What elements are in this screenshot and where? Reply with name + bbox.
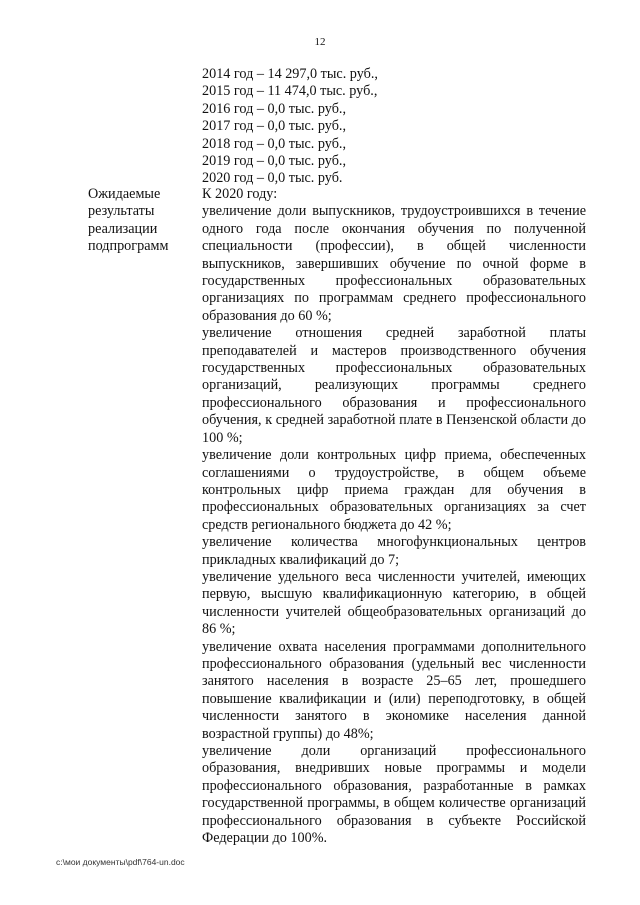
funding-by-year <box>202 66 562 188</box>
funding-line: 2018 год – 0,0 тыс. руб., <box>202 135 347 152</box>
funding-line: 2014 год – 14 297,0 тыс. руб., <box>202 66 378 82</box>
funding-line: 2020 год – 0,0 тыс. руб. <box>202 170 343 187</box>
funding-line: 2017 год – 0,0 тыс. руб., <box>202 118 347 135</box>
result-item: увеличение количества многофункциональных центров прикладных квалификаций до 7; <box>202 534 586 568</box>
funding-line: 2016 год – 0,0 тыс. руб., <box>202 100 347 117</box>
file-path-footer: c:\мои документы\pdf\764-un.doc <box>56 857 185 867</box>
result-item: увеличение охвата населения программами дополнительного профессионального образования (удельный вес численности занятого населения в возрасте 25–65 лет, прошедшего повышение квалификации и (или) переподготовку, в общей численности занятого в экономике населения данной возрастной группы) до 48%; <box>202 638 586 742</box>
result-item: увеличение доли выпускников, трудоустроившихся в течение одного года после окончания обучения по полученной специальности (профессии), в общей численности выпускников, завершивших обучение по очной форме в государственных профессиональных образовательных организациях по программам среднего профессионального образования до 60 %; <box>202 203 586 324</box>
result-item: увеличение доли контрольных цифр приема, обеспеченных соглашениями о трудоустройстве, в общем объеме контрольных цифр приема граждан для обучения в профессиональных образовательных организациях за счет средств регионального бюджета до 42 %; <box>202 447 586 533</box>
result-item: увеличение доли организаций профессионального образования, внедривших новые программы и модели профессионального образования, разработанные в рамках государственной программы, в общем количестве организаций профессионального образования в субъекте Российской Федерации до 100%. <box>202 743 586 847</box>
results-heading: К 2020 году: <box>202 186 278 202</box>
result-item: увеличение отношения средней заработной платы преподавателей и мастеров производственного обучения государственных профессиональных образовательных организаций, реализующих программы среднего профессионального образования и профессионального обучения, к средней заработной плате в Пензенской области до 100 %; <box>202 325 586 446</box>
result-item: увеличение удельного веса численности учителей, имеющих первую, высшую квалификационную категорию, в общей численности учителей общеобразовательных организаций до 86 %; <box>202 568 586 638</box>
funding-line: 2015 год – 11 474,0 тыс. руб., <box>202 83 378 100</box>
page-number: 12 <box>314 36 326 48</box>
funding-line: 2019 год – 0,0 тыс. руб., <box>202 153 347 170</box>
results-label: Ожидаемые результаты реализации подпрограмм <box>88 186 169 255</box>
results-content <box>202 186 586 847</box>
